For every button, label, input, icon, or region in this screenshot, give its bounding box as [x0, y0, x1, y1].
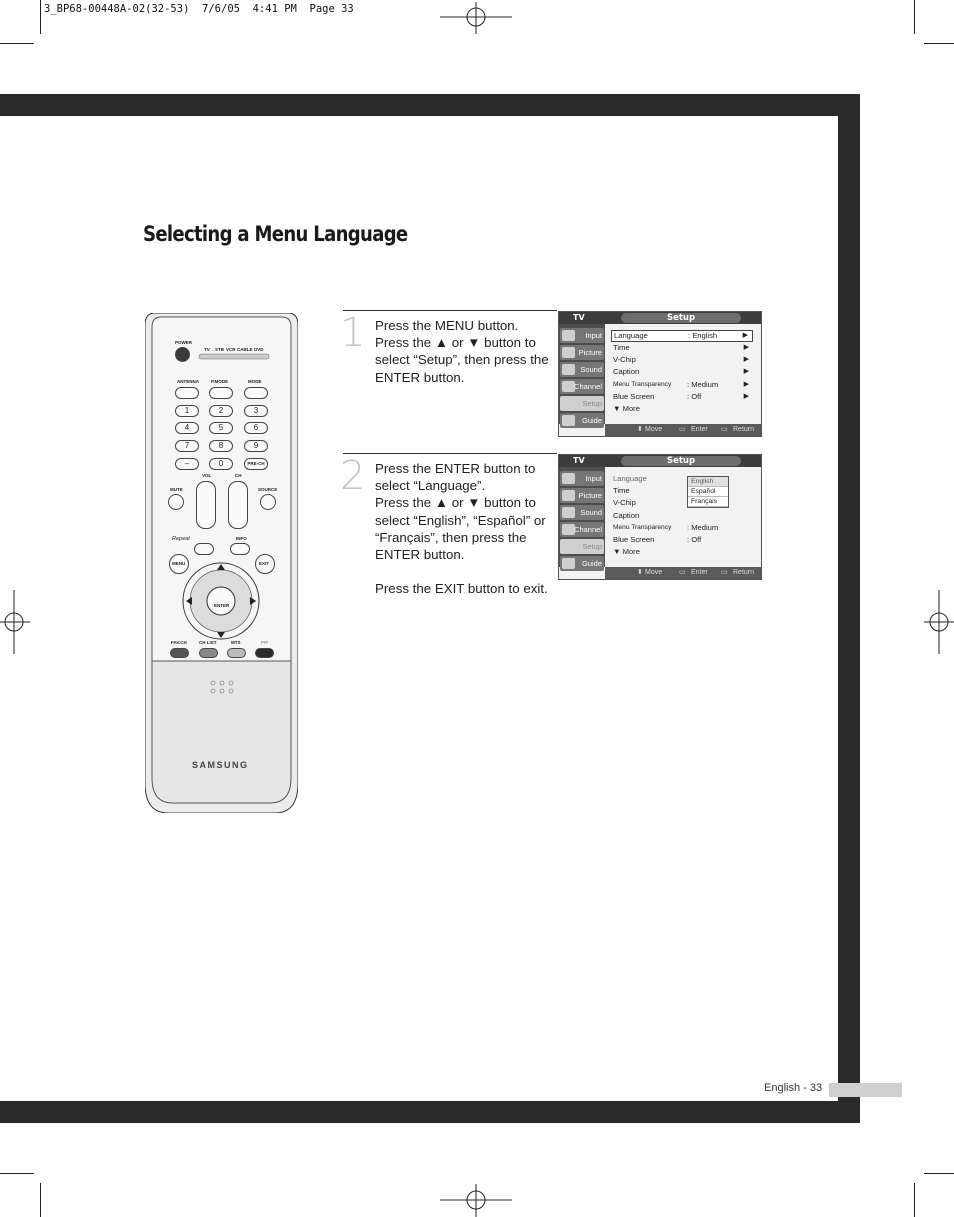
enter-icon: ▭ [679, 426, 686, 433]
step-2-paragraph: Press the EXIT button to exit. [375, 581, 548, 597]
left-arrow-icon[interactable] [185, 595, 194, 607]
arrow-right-icon: ▶ [743, 356, 749, 364]
step-1-paragraph: Press the ▲ or ▼ button to select “Setup”, then press the ENTER button. [375, 335, 549, 385]
osd-sidebar [559, 467, 605, 567]
pmode-button[interactable] [209, 387, 233, 399]
language-option-espanol[interactable]: Español [688, 487, 728, 497]
mode-button[interactable] [244, 387, 268, 399]
osd-screen-1 [558, 311, 762, 437]
info-button[interactable] [230, 543, 250, 555]
step-2-paragraph: Press the ▲ or ▼ button to select “English”, “Español” or “Français”, then press the ENTER button. [375, 495, 546, 563]
crop-mark [0, 1173, 34, 1174]
setup-icon [562, 398, 575, 409]
osd-sidebar-item-input: Input [560, 471, 604, 486]
help-return: Return [733, 569, 755, 576]
osd-help-bar [605, 567, 761, 579]
registration-mark [0, 590, 32, 654]
language-option-francais[interactable]: Français [688, 497, 728, 507]
crop-mark [914, 0, 915, 34]
sound-icon [562, 364, 575, 375]
arrow-right-icon: ▶ [743, 380, 749, 388]
osd-sidebar-item-sound: Sound [560, 505, 604, 520]
move-icon: ⬍ [637, 426, 643, 433]
antenna-button[interactable] [175, 387, 199, 399]
dvd-label: DVD [254, 347, 264, 352]
input-icon [562, 330, 575, 341]
pip-button[interactable] [255, 648, 274, 658]
osd-sidebar-item-channel: Channel [560, 522, 604, 537]
help-move: Move [645, 569, 663, 576]
osd-sidebar-item-guide: Guide [560, 556, 604, 571]
osd-row-menu-transparency: Menu Transparency : Medium ▶ [613, 379, 749, 389]
antenna-label: ANTENNA [177, 379, 199, 384]
enter-label: ENTER [214, 603, 230, 608]
return-icon: ▭ [721, 426, 728, 433]
step-1-text [375, 317, 558, 386]
page-footer-tab [829, 1083, 902, 1097]
return-icon: ▭ [721, 569, 728, 576]
osd-row-menu-transparency: Menu Transparency : Medium [613, 522, 719, 532]
osd-sidebar [559, 324, 605, 424]
pmode-label: P.MODE [211, 379, 229, 384]
move-icon: ⬍ [637, 569, 643, 576]
sound-icon [562, 507, 575, 518]
osd-menu-title: Setup [621, 456, 741, 466]
power-label: POWER [175, 340, 193, 345]
digit-6-button[interactable]: 6 [244, 422, 268, 434]
language-option-english[interactable]: English [688, 477, 728, 487]
osd-row-time: Time [613, 486, 630, 496]
pip-label: PIP [261, 640, 269, 645]
enter-button[interactable] [207, 587, 235, 615]
step-2-text [375, 460, 558, 597]
osd-menu-list [611, 473, 753, 558]
help-move: Move [645, 426, 663, 433]
osd-source-label: TV [573, 456, 585, 465]
mode-label: MODE [248, 379, 262, 384]
channel-icon [562, 381, 575, 392]
vcr-label: VCR [226, 347, 236, 352]
arrow-right-icon: ▶ [743, 344, 749, 351]
osd-menu-title: Setup [621, 313, 741, 323]
osd-sidebar-item-sound: Sound [560, 362, 604, 377]
help-enter: Enter [691, 569, 708, 576]
power-button[interactable] [175, 347, 190, 362]
chlist-button[interactable] [199, 648, 218, 658]
exit-label: EXIT [259, 561, 270, 566]
crop-mark [924, 43, 954, 44]
osd-row-time: Time ▶ [613, 343, 749, 352]
print-header: 3_BP68-00448A-02(32-53) 7/6/05 4:41 PM Page 33 [44, 3, 354, 15]
guide-icon [562, 558, 575, 569]
enter-icon: ▭ [679, 569, 686, 576]
digit-3-button[interactable]: 3 [244, 405, 268, 417]
arrow-right-icon: ▶ [743, 368, 749, 376]
step-2-number: 2 [340, 453, 366, 499]
remote-control-illustration [145, 313, 298, 813]
osd-row-vchip: V-Chip [613, 498, 636, 508]
repeat-button[interactable] [194, 543, 214, 555]
cable-label: CABLE [237, 347, 253, 352]
step-2-rule [343, 453, 557, 454]
page-title: Selecting a Menu Language [143, 222, 408, 246]
favch-button[interactable] [170, 648, 189, 658]
right-arrow-icon[interactable] [248, 595, 257, 607]
osd-title-bar [559, 455, 761, 467]
step-1-rule [343, 310, 557, 311]
picture-icon [562, 490, 575, 501]
source-label: SOURCE [258, 487, 278, 492]
arrow-right-icon: ▶ [742, 332, 748, 339]
digit-8-button[interactable]: 8 [209, 440, 233, 452]
osd-row-language: Language [613, 474, 647, 483]
page-footer-label: English - 33 [764, 1082, 823, 1094]
crop-mark [924, 1173, 954, 1174]
step-1-number: 1 [340, 310, 366, 356]
channel-icon [562, 524, 575, 535]
step-1-paragraph: Press the MENU button. [375, 318, 519, 333]
osd-row-blue-screen: Blue Screen : Off [613, 534, 702, 544]
osd-row-language: Language : English ▶ [611, 330, 753, 342]
favch-label: FAV.CH [171, 640, 187, 645]
osd-help-bar [605, 424, 761, 436]
arrow-right-icon: ▶ [743, 392, 749, 400]
ch-label: CH [235, 473, 242, 478]
channel-rocker[interactable] [228, 481, 248, 529]
digit-1-button[interactable]: 1 [175, 405, 199, 417]
osd-row-caption: Caption ▶ [613, 367, 749, 377]
bottom-band [0, 1101, 860, 1123]
dash-button[interactable]: – [175, 458, 199, 470]
menu-label: MENU [172, 561, 186, 566]
osd-sidebar-item-picture: Picture [560, 488, 604, 503]
down-arrow-icon[interactable] [215, 629, 227, 638]
help-return: Return [733, 426, 755, 433]
osd-sidebar-item-input: Input [560, 328, 604, 343]
volume-rocker[interactable] [196, 481, 216, 529]
osd-row-caption: Caption [613, 510, 640, 520]
mute-label: MUTE [170, 487, 183, 492]
crop-mark [914, 1183, 915, 1217]
guide-icon [562, 415, 575, 426]
repeat-label: Repeat [172, 536, 190, 542]
crop-mark [0, 43, 34, 44]
digit-5-button[interactable]: 5 [209, 422, 233, 434]
digit-9-button[interactable]: 9 [244, 440, 268, 452]
source-button[interactable] [260, 494, 276, 510]
prech-button[interactable]: PRE-CH [244, 458, 268, 470]
digit-7-button[interactable]: 7 [175, 440, 199, 452]
info-label: INFO [236, 536, 247, 541]
osd-row-more: ▼ More [613, 547, 640, 557]
help-enter: Enter [691, 426, 708, 433]
digit-4-button[interactable]: 4 [175, 422, 199, 434]
osd-sidebar-item-setup: Setup [560, 396, 604, 411]
picture-icon [562, 347, 575, 358]
chlist-label: CH LIST [199, 640, 217, 645]
registration-mark [922, 590, 954, 654]
registration-mark [440, 2, 514, 34]
vol-label: VOL [202, 473, 212, 478]
stb-label: STB [215, 347, 224, 352]
osd-title-bar [559, 312, 761, 324]
top-band [0, 94, 860, 116]
tv-label: TV [204, 347, 210, 352]
setup-icon [562, 541, 575, 552]
osd-sidebar-item-channel: Channel [560, 379, 604, 394]
mts-label: MTS [231, 640, 241, 645]
osd-source-label: TV [573, 313, 585, 322]
brand-logo: SAMSUNG [192, 760, 249, 770]
crop-mark [40, 0, 41, 34]
crop-mark [40, 1183, 41, 1217]
osd-sidebar-item-setup: Setup [560, 539, 604, 554]
mts-button[interactable] [227, 648, 246, 658]
osd-sidebar-item-guide: Guide [560, 413, 604, 428]
osd-row-more: ▼ More [613, 403, 640, 413]
digit-0-button[interactable]: 0 [209, 458, 233, 470]
language-dropdown[interactable] [687, 476, 729, 508]
registration-mark [440, 1184, 514, 1217]
digit-2-button[interactable]: 2 [209, 405, 233, 417]
osd-row-blue-screen: Blue Screen : Off ▶ [613, 391, 749, 401]
step-2-spacer [375, 563, 558, 580]
right-band [838, 94, 860, 1123]
osd-screen-2 [558, 454, 762, 580]
osd-sidebar-item-picture: Picture [560, 345, 604, 360]
input-icon [562, 473, 575, 484]
osd-menu-list [611, 330, 753, 415]
osd-row-vchip: V-Chip ▶ [613, 355, 749, 365]
up-arrow-icon[interactable] [215, 564, 227, 573]
mute-button[interactable] [168, 494, 184, 510]
step-2-paragraph: Press the ENTER button to select “Language”. [375, 461, 536, 494]
